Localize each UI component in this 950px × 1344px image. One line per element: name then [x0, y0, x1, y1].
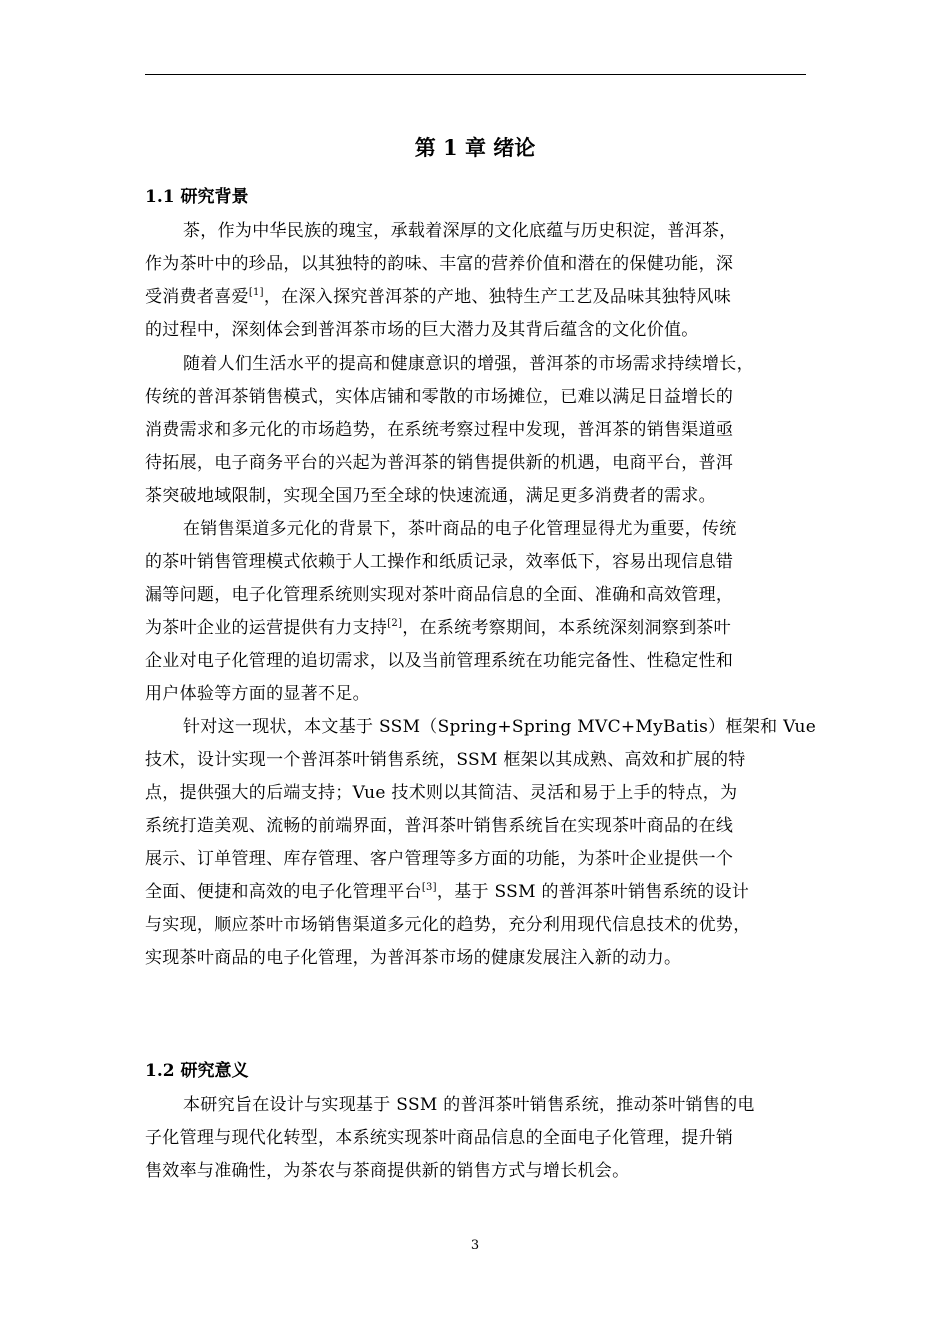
text-line: 系统打造美观、流畅的前端界面，普洱茶叶销售系统旨在实现茶叶商品的在线: [145, 816, 734, 836]
text-run: 为茶叶企业的运营提供有力支持: [145, 618, 388, 638]
text-line: 漏等问题，电子化管理系统则实现对茶叶商品信息的全面、准确和高效管理，: [145, 585, 734, 605]
text-line: 待拓展，电子商务平台的兴起为普洱茶的销售提供新的机遇，电商平台，普洱: [145, 453, 734, 473]
text-line: 的茶叶销售管理模式依赖于人工操作和纸质记录，效率低下，容易出现信息错: [145, 552, 734, 572]
section-title-significance: 1.2 研究意义: [145, 1061, 249, 1081]
citation-ref: [2]: [387, 618, 403, 629]
text-line: 作为茶叶中的珍品，以其独特的韵味、丰富的营养价值和潜在的保健功能，深: [145, 254, 734, 274]
text-line: [145, 281, 815, 314]
text-line: 茶突破地域限制，实现全国乃至全球的快速流通，满足更多消费者的需求。: [145, 486, 716, 506]
section-title-background: 1.1 研究背景: [145, 187, 249, 207]
text-line: 实现茶叶商品的电子化管理，为普洱茶市场的健康发展注入新的动力。: [145, 948, 682, 968]
chapter-title: 第 1 章 绪论: [414, 135, 536, 160]
text-line: [145, 876, 815, 909]
header-rule: [145, 74, 806, 75]
text-run: ，在系统考察期间，本系统深刻洞察到茶叶: [402, 618, 731, 638]
text-line: 消费需求和多元化的市场趋势，在系统考察过程中发现，普洱茶的销售渠道亟: [145, 420, 734, 440]
text-run: 受消费者喜爱: [145, 287, 249, 307]
text-run: ，基于 SSM 的普洱茶叶销售系统的设计: [436, 882, 750, 902]
text-line: 针对这一现状，本文基于 SSM（Spring+Spring MVC+MyBatis）框架和 Vue: [183, 717, 817, 737]
paragraph-background-1: [145, 215, 815, 347]
citation-ref: [3]: [421, 882, 437, 893]
text-line: 的过程中，深刻体会到普洱茶市场的巨大潜力及其背后蕴含的文化价值。: [145, 320, 699, 340]
page-number: 3: [470, 1238, 480, 1253]
text-line: 子化管理与现代化转型，本系统实现茶叶商品信息的全面电子化管理，提升销: [145, 1128, 734, 1148]
text-line: 在销售渠道多元化的背景下，茶叶商品的电子化管理显得尤为重要，传统: [183, 519, 737, 539]
text-line: 技术，设计实现一个普洱茶叶销售系统，SSM 框架以其成熟、高效和扩展的特: [145, 750, 746, 770]
text-line: 展示、订单管理、库存管理、客户管理等多方面的功能，为茶叶企业提供一个: [145, 849, 734, 869]
text-line: 与实现，顺应茶叶市场销售渠道多元化的趋势，充分利用现代信息技术的优势，: [145, 915, 751, 935]
text-line: [145, 612, 815, 645]
text-line: 售效率与准确性，为茶农与茶商提供新的销售方式与增长机会。: [145, 1161, 630, 1181]
paragraph-background-2: [145, 348, 815, 513]
text-line: 点，提供强大的后端支持；Vue 技术则以其简洁、灵活和易于上手的特点，为: [145, 783, 738, 803]
citation-ref: [1]: [248, 287, 264, 298]
paragraph-background-4: [145, 711, 815, 975]
text-run: ，在深入探究普洱茶的产地、独特生产工艺及品味其独特风味: [263, 287, 731, 307]
text-run: 全面、便捷和高效的电子化管理平台: [145, 882, 422, 902]
paragraph-significance-1: [145, 1089, 815, 1188]
text-line: 随着人们生活水平的提高和健康意识的增强，普洱茶的市场需求持续增长，: [183, 354, 754, 374]
text-line: 企业对电子化管理的追切需求，以及当前管理系统在功能完备性、性稳定性和: [145, 651, 734, 671]
text-line: 传统的普洱茶销售模式，实体店铺和零散的市场摊位，已难以满足日益增长的: [145, 387, 734, 407]
text-line: 用户体验等方面的显著不足。: [145, 684, 370, 704]
paragraph-background-3: [145, 513, 815, 711]
text-line: 本研究旨在设计与实现基于 SSM 的普洱茶叶销售系统，推动茶叶销售的电: [183, 1095, 755, 1115]
text-line: 茶，作为中华民族的瑰宝，承载着深厚的文化底蕴与历史积淀，普洱茶，: [183, 221, 737, 241]
